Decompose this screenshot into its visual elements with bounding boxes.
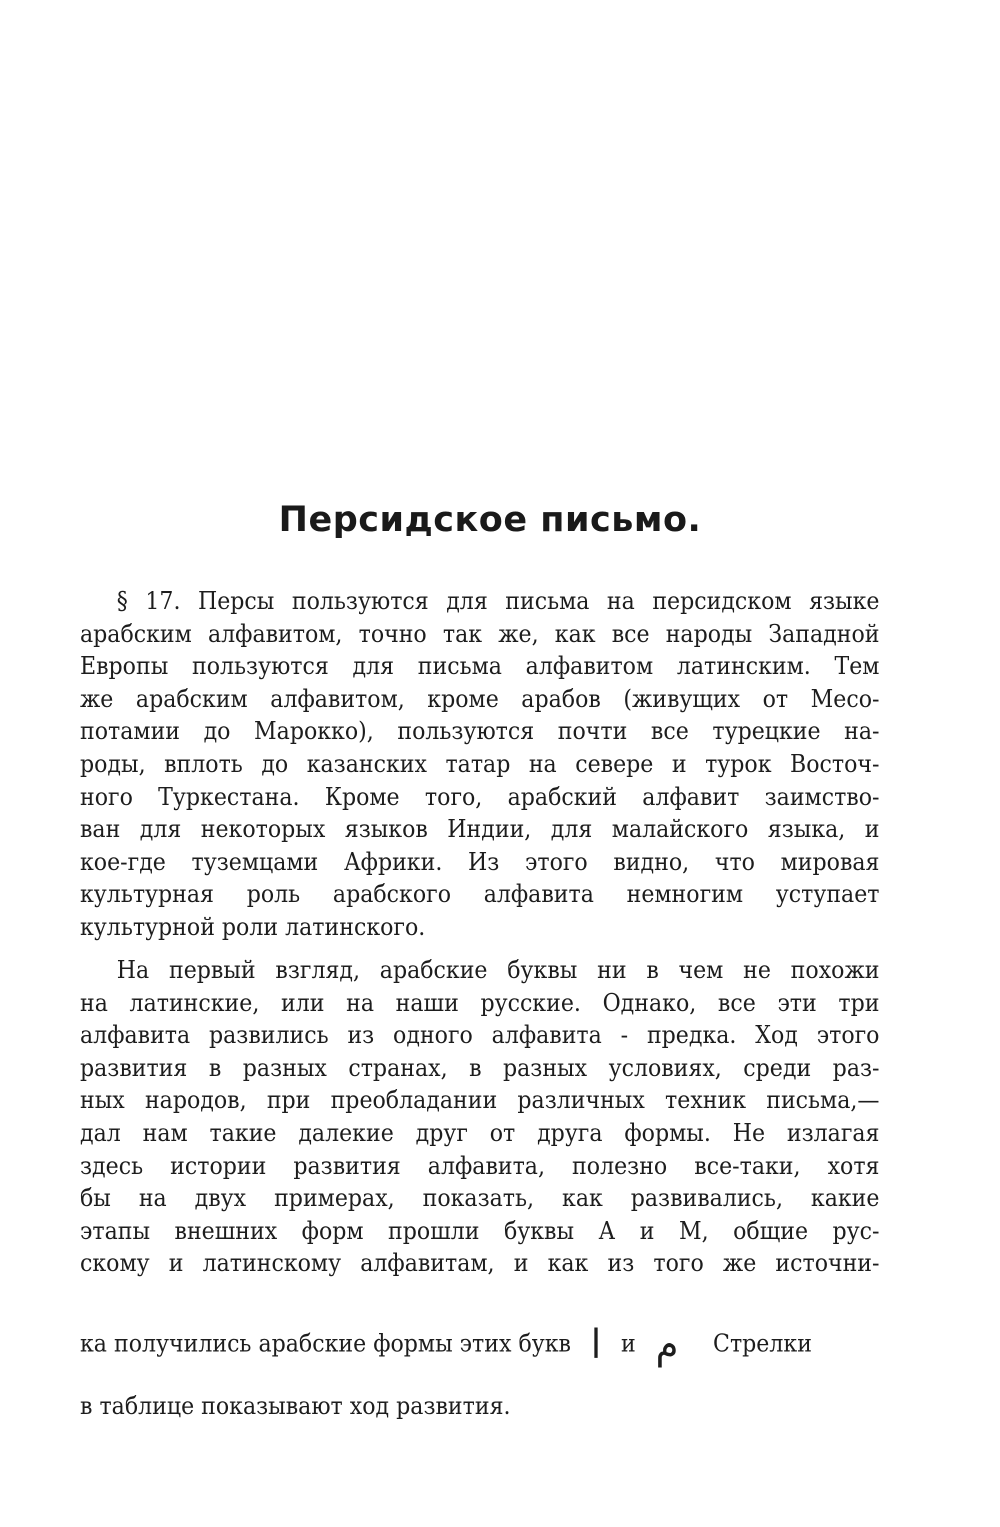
conjunction-text: и [621,1329,636,1358]
text-line: ных народов, при преобладании различных техник письма,— [80,1086,880,1115]
text-line: же арабским алфавитом, кроме арабов (живущих от Месо- [80,684,880,713]
text-line: Европы пользуются для письма алфавитом латинским. Тем [80,652,880,681]
text-line: На первый взгляд, арабские буквы ни в чем не похожи [116,956,880,984]
text-line: этапы внешних форм прошли буквы А и М, общие рус- [80,1216,880,1245]
text-line-with-arabic [80,1322,879,1368]
text-line: в таблице показывают ход развития. [80,1392,511,1420]
text-line: алфавита развились из одного алфавита - предка. Ход этого [80,1021,880,1050]
text-line: развития в разных странах, в разных условиях, среди раз- [80,1053,880,1082]
paragraph-2 [80,954,880,1280]
page-title: Персидское письмо. [278,500,702,540]
arabic-mim-glyph: م [655,1322,679,1368]
text-line: на латинские, или на наши русские. Однако, все эти три [80,988,880,1017]
text-line: кое-где туземцами Африки. Из этого видно, что мировая [80,847,880,876]
text-segment: Стрелки [713,1329,812,1358]
text-segment: ка получились арабские формы этих букв [80,1329,571,1358]
text-line: потамии до Марокко), пользуются почти все турецкие на- [80,717,880,746]
paragraph-1 [80,585,880,944]
text-line: ван для некоторых языков Индии, для малайского языка, и [80,815,880,844]
text-line: арабским алфавитом, точно так же, как все народы Западной [80,619,880,648]
text-line: культурной роли латинского. [80,912,426,941]
text-line: дал нам такие далекие друг от друга формы. Не излагая [80,1118,880,1147]
text-line: § 17. Персы пользуются для письма на персидском языке [116,587,880,615]
arabic-alif-glyph: ا [590,1322,602,1368]
text-line: роды, вплоть до казанских татар на севере и турок Восточ- [80,749,880,778]
text-line: скому и латинскому алфавитам, и как из того же источни- [80,1249,880,1278]
text-line: культурная роль арабского алфавита немногим уступает [80,880,880,909]
text-line: здесь истории развития алфавита, полезно все-таки, хотя [80,1151,880,1180]
text-line: ного Туркестана. Кроме того, арабский алфавит заимство- [80,782,880,811]
text-line: бы на двух примерах, показать, как развивались, какие [80,1184,880,1213]
